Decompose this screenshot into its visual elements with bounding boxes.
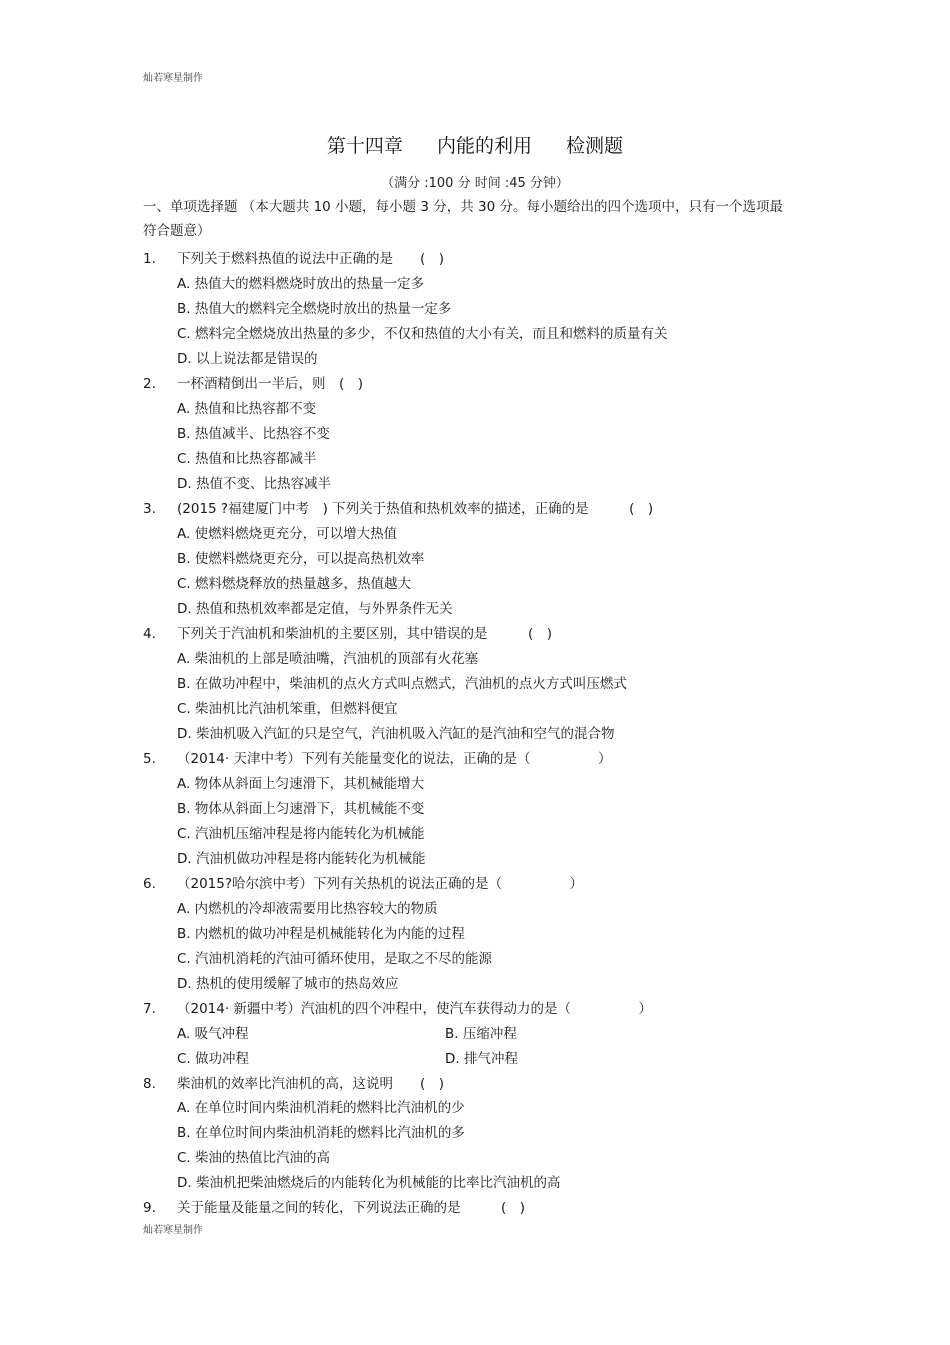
title-chapter: 第十四章	[326, 135, 403, 157]
q8-option-c: C. 柴油的热值比汽油的高	[177, 1150, 331, 1166]
q7-option-d: D. 排气冲程	[445, 1051, 518, 1067]
question-4	[143, 622, 552, 642]
q6-option-c: C. 汽油机消耗的汽油可循环使用，是取之不尽的能源	[177, 951, 493, 967]
question-9	[143, 1196, 525, 1216]
q5-option-a: A. 物体从斜面上匀速滑下，其机械能增大	[177, 776, 425, 792]
question-text: (2015 ?福建厦门中考 ) 下列关于热值和热机效率的描述，正确的是 ( )	[177, 501, 654, 517]
question-text: 下列关于燃料热值的说法中正确的是 ( )	[177, 251, 445, 267]
q3-option-d: D. 热值和热机效率都是定值，与外界条件无关	[177, 601, 453, 617]
q3-option-a: A. 使燃料燃烧更充分，可以增大热值	[177, 526, 398, 542]
q7-option-a: A. 吸气冲程	[177, 1026, 249, 1042]
question-number: 3.	[143, 501, 156, 517]
question-text: 一杯酒精倒出一半后，则 ( )	[177, 376, 364, 392]
q4-option-a: A. 柴油机的上部是喷油嘴，汽油机的顶部有火花塞	[177, 651, 479, 667]
q4-option-d: D. 柴油机吸入汽缸的只是空气，汽油机吸入汽缸的是汽油和空气的混合物	[177, 726, 615, 742]
question-number: 2.	[143, 376, 156, 392]
question-3	[143, 497, 653, 517]
q6-option-a: A. 内燃机的冷却液需要用比热容较大的物质	[177, 901, 438, 917]
q5-option-b: B. 物体从斜面上匀速滑下，其机械能不变	[177, 801, 425, 817]
q2-option-a: A. 热值和比热容都不变	[177, 401, 317, 417]
question-7	[143, 997, 652, 1017]
question-text: （2014· 新疆中考）汽油机的四个冲程中，使汽车获得动力的是（ ）	[177, 1001, 652, 1017]
q7-option-b: B. 压缩冲程	[445, 1026, 517, 1042]
title-topic: 内能的利用	[436, 135, 532, 157]
question-text: 关于能量及能量之间的转化，下列说法正确的是 ( )	[177, 1200, 526, 1216]
q8-option-a: A. 在单位时间内柴油机消耗的燃料比汽油机的少	[177, 1100, 465, 1116]
q3-option-b: B. 使燃料燃烧更充分，可以提高热机效率	[177, 551, 425, 567]
question-text: 柴油机的效率比汽油机的高，这说明 ( )	[177, 1076, 445, 1092]
q2-option-d: D. 热值不变、比热容减半	[177, 476, 331, 492]
header-note: 灿若寒星制作	[143, 73, 203, 84]
question-number: 9.	[143, 1200, 156, 1216]
q1-option-a: A. 热值大的燃料燃烧时放出的热量一定多	[177, 276, 425, 292]
q4-option-c: C. 柴油机比汽油机笨重，但燃料便宜	[177, 701, 398, 717]
question-text: （2014· 天津中考）下列有关能量变化的说法，正确的是（ ）	[177, 751, 612, 767]
title-test: 检测题	[566, 135, 624, 157]
question-number: 8.	[143, 1076, 156, 1092]
question-2	[143, 372, 363, 392]
section-heading: 一、单项选择题 （本大题共 10 小题，每小题 3 分，共 30 分。每小题给出的四个选项中，只有一个选项最符合题意）	[143, 199, 783, 239]
q6-option-b: B. 内燃机的做功冲程是机械能转化为内能的过程	[177, 926, 465, 942]
question-number: 7.	[143, 1001, 156, 1017]
exam-info: （满分 :100 分 时间 :45 分钟）	[381, 176, 569, 191]
question-5	[143, 747, 611, 767]
question-text: 下列关于汽油机和柴油机的主要区别，其中错误的是 ( )	[177, 626, 553, 642]
q1-option-c: C. 燃料完全燃烧放出热量的多少，不仅和热值的大小有关，而且和燃料的质量有关	[177, 326, 668, 342]
q8-option-d: D. 柴油机把柴油燃烧后的内能转化为机械能的比率比汽油机的高	[177, 1175, 561, 1191]
q8-option-b: B. 在单位时间内柴油机消耗的燃料比汽油机的多	[177, 1125, 465, 1141]
q2-option-b: B. 热值减半、比热容不变	[177, 426, 330, 442]
q7-option-c: C. 做功冲程	[177, 1051, 250, 1067]
question-text: （2015?哈尔滨中考）下列有关热机的说法正确的是（ ）	[177, 876, 584, 892]
q6-option-d: D. 热机的使用缓解了城市的热岛效应	[177, 976, 399, 992]
question-number: 4.	[143, 626, 156, 642]
question-1	[143, 247, 444, 267]
q5-option-c: C. 汽油机压缩冲程是将内能转化为机械能	[177, 826, 425, 842]
q1-option-b: B. 热值大的燃料完全燃烧时放出的热量一定多	[177, 301, 452, 317]
footer-note: 灿若寒星制作	[143, 1225, 203, 1236]
question-6	[143, 872, 583, 892]
q3-option-c: C. 燃料燃烧释放的热量越多，热值越大	[177, 576, 412, 592]
question-number: 6.	[143, 876, 156, 892]
q2-option-c: C. 热值和比热容都减半	[177, 451, 317, 467]
q1-option-d: D. 以上说法都是错误的	[177, 351, 318, 367]
page-title	[0, 131, 950, 158]
q4-option-b: B. 在做功冲程中，柴油机的点火方式叫点燃式，汽油机的点火方式叫压燃式	[177, 676, 627, 692]
question-8	[143, 1072, 444, 1092]
question-number: 1.	[143, 251, 156, 267]
q5-option-d: D. 汽油机做功冲程是将内能转化为机械能	[177, 851, 426, 867]
question-number: 5.	[143, 751, 156, 767]
